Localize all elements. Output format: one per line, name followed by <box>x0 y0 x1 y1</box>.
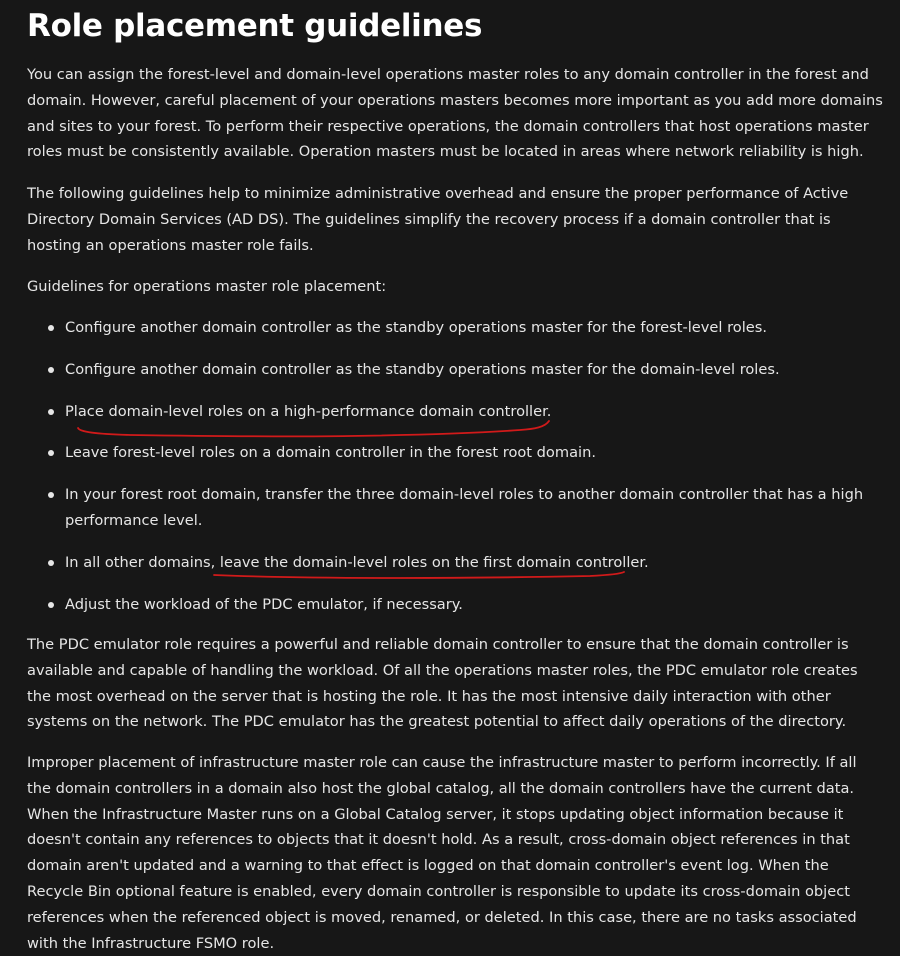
bullet-icon <box>48 325 54 331</box>
list-item <box>27 315 883 341</box>
guidelines-list <box>27 315 883 617</box>
list-item <box>27 482 883 534</box>
bullet-icon <box>48 560 54 566</box>
pdc-emulator-paragraph: The PDC emulator role requires a powerful and reliable domain controller to ensure that the domain controller is available and capable of handling the workload. Of all the operations master roles, the PDC emulator role creates the most overhead on the server that is hosting the role. It has the most intensive daily interaction with other systems on the network. The PDC emulator has the greatest potential to affect daily operations of the directory. <box>27 636 858 731</box>
intro-paragraph: You can assign the forest-level and domain-level operations master roles to any domain controller in the forest and domain. However, careful placement of your operations masters becomes more important as you add more domains and sites to your forest. To perform their respective operations, the domain controllers that host operations master roles must be consistently available. Operation masters must be located in areas where network reliability is high. <box>27 66 883 161</box>
list-item-text: In your forest root domain, transfer the three domain-level roles to another domain controller that has a high performance level. <box>65 486 864 529</box>
infrastructure-master-paragraph: Improper placement of infrastructure master role can cause the infrastructure master to perform incorrectly. If all the domain controllers in a domain also host the global catalog, all the domain controllers have the current data. When the Infrastructure Master runs on a Global Catalog server, it stops updating object information because it doesn't contain any references to objects that it doesn't hold. As a result, cross-domain object references in that domain aren't updated and a warning to that effect is logged on that domain controller's event log. When the Recycle Bin optional feature is enabled, every domain controller is responsible to update its cross-domain object references when the referenced object is moved, renamed, or deleted. In this case, there are no tasks associated with the Infrastructure FSMO role. <box>27 754 857 952</box>
page-title: Role placement guidelines <box>27 8 483 44</box>
list-item-text: Configure another domain controller as the standby operations master for the domain-level roles. <box>65 360 780 378</box>
list-item-text: Place domain-level roles on a high-performance domain controller. <box>65 402 552 420</box>
list-item <box>27 440 883 466</box>
bullet-icon <box>48 409 54 415</box>
list-item <box>27 592 883 618</box>
list-item <box>27 357 883 383</box>
list-item-text: In all other domains, leave the domain-level roles on the first domain controller. <box>65 553 649 571</box>
guidelines-intro-paragraph: The following guidelines help to minimize administrative overhead and ensure the proper performance of Active Directory Domain Services (AD DS). The guidelines simplify the recovery process if a domain controller that is hosting an operations master role fails. <box>27 185 849 254</box>
guidelines-lead-in: Guidelines for operations master role placement: <box>27 278 387 295</box>
list-item-text: Adjust the workload of the PDC emulator, if necessary. <box>65 595 463 613</box>
list-item-text: Configure another domain controller as the standby operations master for the forest-level roles. <box>65 319 767 336</box>
bullet-icon <box>48 367 54 373</box>
list-item-text: Leave forest-level roles on a domain controller in the forest root domain. <box>65 444 596 462</box>
list-item <box>27 550 883 576</box>
list-item <box>27 399 883 425</box>
bullet-icon <box>48 492 54 498</box>
bullet-icon <box>48 602 54 608</box>
bullet-icon <box>48 450 54 456</box>
